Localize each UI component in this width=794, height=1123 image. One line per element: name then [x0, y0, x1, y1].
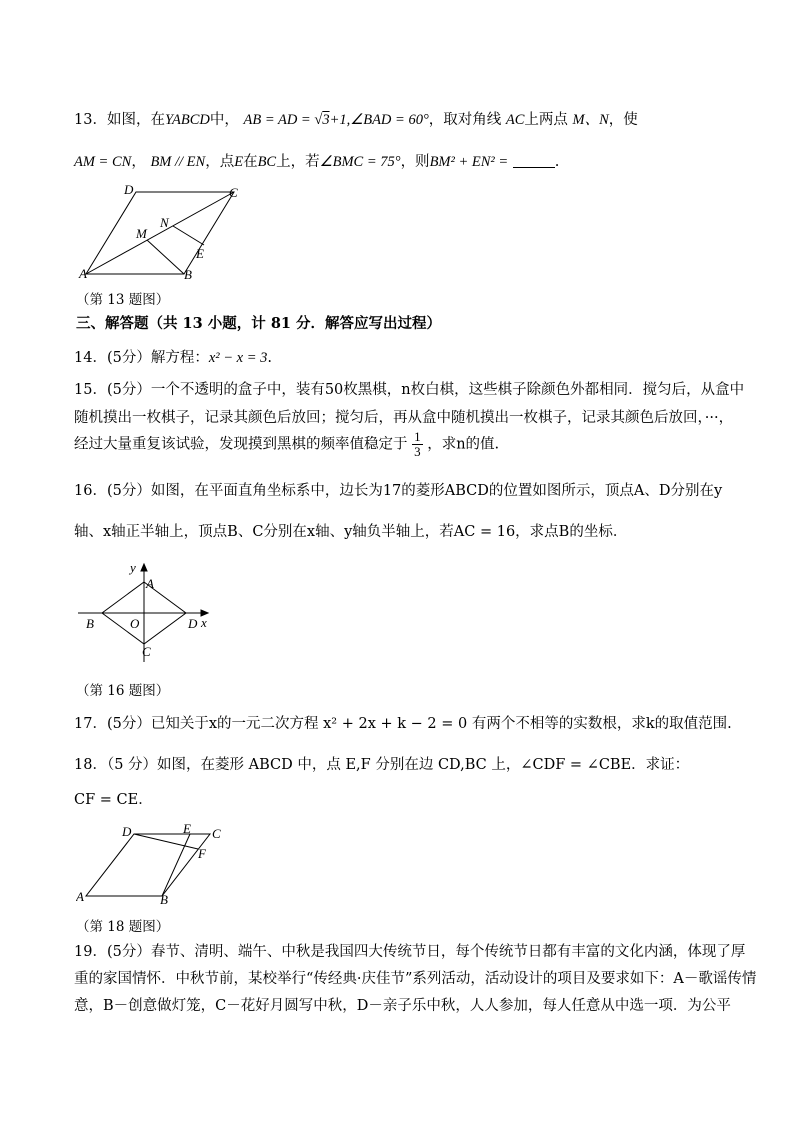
q19-line3: 意，B－创意做灯笼，C－花好月圆写中秋，D－亲子乐中秋，人人参加，每人任意从中选一项．为公平	[74, 998, 731, 1014]
label-A: A	[79, 266, 87, 281]
q13-figure	[76, 182, 246, 282]
answer-blank[interactable]	[513, 153, 555, 168]
label-C: C	[142, 644, 151, 659]
label-C: C	[212, 826, 221, 841]
q16-caption: （第 16 题图）	[76, 683, 170, 699]
q18-line1: 18．（5 分）如图，在菱形 ABCD 中，点 E,F 分别在边 CD,BC 上，∠CDF = ∠CBE．求证：	[74, 757, 690, 773]
label-E: E	[196, 246, 204, 261]
q16-figure	[76, 560, 226, 670]
q18-figure	[76, 824, 226, 904]
fraction-one-third: $\frac{1}{3}$	[414, 429, 421, 459]
q19-line2: 重的家国情怀．中秋节前，某校举行“传经典·庆佳节”系列活动，活动设计的项目及要求如下：A－歌谣传情	[74, 971, 757, 987]
label-A: A	[76, 889, 84, 904]
section-heading: 三、解答题（共 13 小题，计 81 分．解答应写出过程）	[76, 315, 442, 332]
label-y: y	[130, 560, 136, 575]
label-O: O	[130, 616, 140, 631]
label-D: D	[124, 182, 134, 197]
q14: 14．(5分）解方程：x² − x = 3.	[74, 350, 272, 366]
label-x: x	[201, 615, 207, 630]
q16-line1: 16．(5分）如图，在平面直角坐标系中，边长为17的菱形ABCD的位置如图所示，顶点A、D分别在y	[74, 483, 723, 499]
label-A: A	[146, 576, 154, 591]
q13-line2: AM = CN， BM // EN，点E在BC上，若∠BMC = 75°，则BM² + EN² = .	[74, 154, 560, 170]
parallelogram-abcd: YABCD	[164, 112, 210, 128]
label-D: D	[122, 824, 132, 839]
q13-line1: 13．如图，在YABCD中， AB = AD = √3+1,∠BAD = 60°，取对角线 AC上两点 M、N，使	[74, 112, 638, 128]
label-N: N	[160, 215, 169, 230]
label-C: C	[229, 185, 238, 200]
q13-caption: （第 13 题图）	[76, 292, 170, 308]
label-D: D	[188, 616, 198, 631]
q17: 17．(5分）已知关于x的一元二次方程 x² + 2x + k − 2 = 0 有两个不相等的实数根，求k的取值范围.	[74, 716, 732, 732]
q16-line2: 轴、x轴正半轴上，顶点B、C分别在x轴、y轴负半轴上，若AC = 16，求点B的坐标．	[74, 524, 628, 540]
label-M: M	[136, 226, 147, 241]
q19-line1: 19．(5分）春节、清明、端午、中秋是我国四大传统节日，每个传统节日都有丰富的文化内涵，体现了厚	[74, 944, 746, 960]
label-F: F	[198, 846, 206, 861]
label-B: B	[184, 267, 192, 282]
q15-line1: 15．(5分）一个不透明的盒子中，装有50枚黑棋，n枚白棋，这些棋子除颜色外都相同．搅匀后，从盒中	[74, 382, 745, 398]
label-B: B	[160, 892, 168, 904]
q18-caption: （第 18 题图）	[76, 919, 170, 935]
q15-line3: 经过大量重复该试验，发现摸到黑棋的频率值稳定于 $\frac{1}{3}$ ，求n的值.	[74, 429, 500, 459]
label-E: E	[183, 824, 191, 836]
q15-line2: 随机摸出一枚棋子，记录其颜色后放回；搅匀后，再从盒中随机摸出一枚棋子，记录其颜色后放回，···，	[74, 410, 734, 426]
label-B: B	[86, 616, 94, 631]
q18-line2: CF = CE．	[74, 792, 153, 808]
